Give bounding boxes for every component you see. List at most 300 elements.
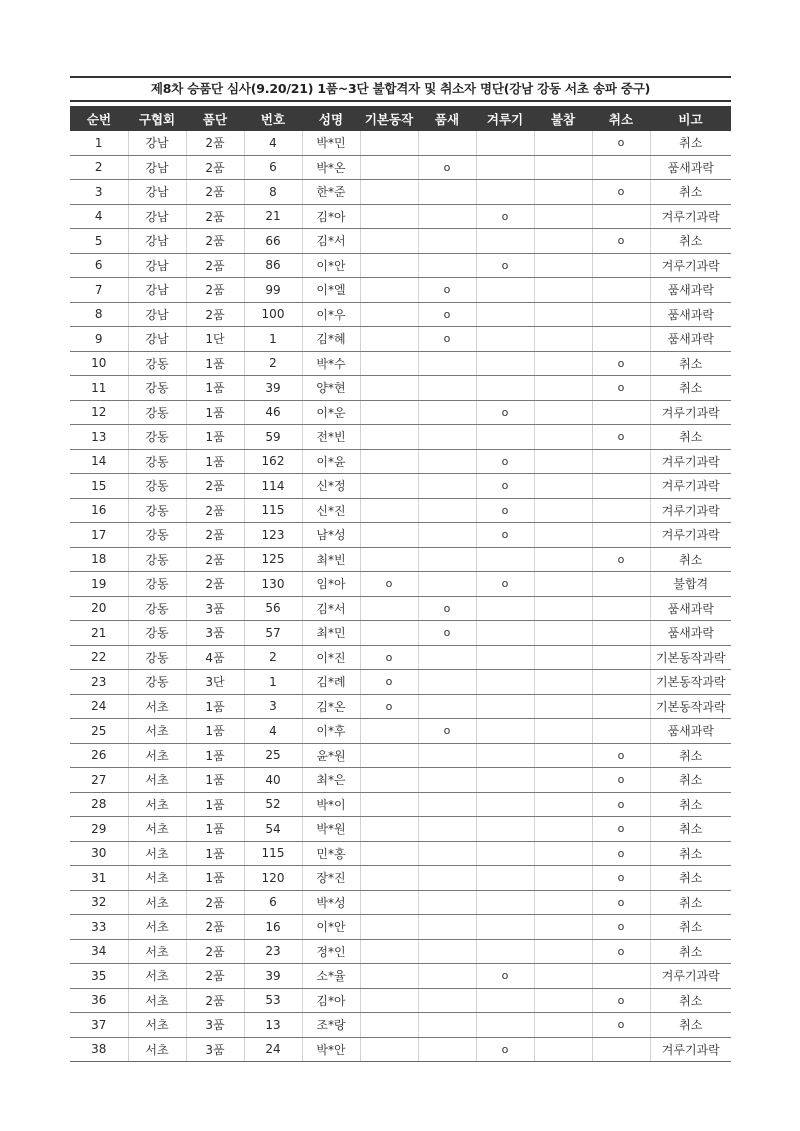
cell-exam-number: 53 <box>244 988 302 1013</box>
cell-poomsae-mark <box>418 694 476 719</box>
cell-remarks: 취소 <box>650 425 731 450</box>
cell-association: 강동 <box>128 670 186 695</box>
cell-cancel-mark <box>592 670 650 695</box>
cell-absent-mark <box>534 572 592 597</box>
cell-cancel-mark <box>592 253 650 278</box>
cell-row-number: 31 <box>70 866 128 891</box>
cell-basic-mark <box>360 743 418 768</box>
cell-absent-mark <box>534 302 592 327</box>
cell-remarks: 취소 <box>650 180 731 205</box>
column-header-association: 구협회 <box>128 106 186 131</box>
table-row <box>70 1013 731 1038</box>
cell-association: 강동 <box>128 572 186 597</box>
cell-sparring-mark <box>476 596 534 621</box>
cell-cancel-mark <box>592 596 650 621</box>
cell-sparring-mark <box>476 939 534 964</box>
cell-remarks: 불합격 <box>650 572 731 597</box>
column-header-basic: 기본동작 <box>360 106 418 131</box>
cell-absent-mark <box>534 743 592 768</box>
cell-exam-number: 86 <box>244 253 302 278</box>
cell-row-number: 30 <box>70 841 128 866</box>
cell-basic-mark: o <box>360 694 418 719</box>
cell-absent-mark <box>534 890 592 915</box>
cell-basic-mark <box>360 792 418 817</box>
cell-name: 전*빈 <box>302 425 360 450</box>
cell-absent-mark <box>534 1013 592 1038</box>
cell-exam-number: 125 <box>244 547 302 572</box>
cell-remarks: 취소 <box>650 547 731 572</box>
cell-association: 서초 <box>128 964 186 989</box>
cell-name: 이*우 <box>302 302 360 327</box>
cell-poomsae-mark <box>418 351 476 376</box>
cell-name: 김*례 <box>302 670 360 695</box>
cell-name: 장*진 <box>302 866 360 891</box>
cell-remarks: 취소 <box>650 376 731 401</box>
cell-basic-mark <box>360 229 418 254</box>
cell-rank: 2품 <box>186 988 244 1013</box>
cell-rank: 1품 <box>186 817 244 842</box>
table-row <box>70 719 731 744</box>
cell-basic-mark <box>360 425 418 450</box>
cell-name: 한*준 <box>302 180 360 205</box>
cell-association: 강동 <box>128 645 186 670</box>
cell-name: 박*성 <box>302 890 360 915</box>
cell-rank: 2품 <box>186 204 244 229</box>
cell-association: 서초 <box>128 988 186 1013</box>
cell-poomsae-mark <box>418 400 476 425</box>
cell-row-number: 7 <box>70 278 128 303</box>
cell-sparring-mark <box>476 425 534 450</box>
cell-exam-number: 100 <box>244 302 302 327</box>
cell-sparring-mark <box>476 180 534 205</box>
cell-rank: 1품 <box>186 376 244 401</box>
cell-name: 박*수 <box>302 351 360 376</box>
cell-remarks: 겨루기과락 <box>650 1037 731 1062</box>
cell-remarks: 겨루기과락 <box>650 449 731 474</box>
cell-exam-number: 115 <box>244 498 302 523</box>
cell-row-number: 29 <box>70 817 128 842</box>
cell-rank: 1품 <box>186 792 244 817</box>
cell-association: 서초 <box>128 719 186 744</box>
cell-rank: 1품 <box>186 768 244 793</box>
cell-rank: 1품 <box>186 694 244 719</box>
cell-row-number: 25 <box>70 719 128 744</box>
cell-row-number: 8 <box>70 302 128 327</box>
cell-rank: 4품 <box>186 645 244 670</box>
cell-row-number: 15 <box>70 474 128 499</box>
cell-row-number: 10 <box>70 351 128 376</box>
cell-basic-mark <box>360 596 418 621</box>
cell-remarks: 품새과락 <box>650 596 731 621</box>
cell-basic-mark <box>360 253 418 278</box>
cell-absent-mark <box>534 131 592 155</box>
cell-cancel-mark <box>592 278 650 303</box>
cell-sparring-mark <box>476 915 534 940</box>
cell-cancel-mark <box>592 572 650 597</box>
cell-association: 강동 <box>128 596 186 621</box>
cell-row-number: 9 <box>70 327 128 352</box>
cell-rank: 2품 <box>186 572 244 597</box>
cell-poomsae-mark <box>418 572 476 597</box>
cell-rank: 3품 <box>186 596 244 621</box>
cell-basic-mark <box>360 498 418 523</box>
cell-absent-mark <box>534 1037 592 1062</box>
cell-basic-mark <box>360 400 418 425</box>
cell-name: 이*안 <box>302 915 360 940</box>
cell-poomsae-mark <box>418 229 476 254</box>
cell-exam-number: 66 <box>244 229 302 254</box>
cell-cancel-mark: o <box>592 131 650 155</box>
cell-association: 강동 <box>128 621 186 646</box>
cell-basic-mark <box>360 327 418 352</box>
cell-remarks: 품새과락 <box>650 155 731 180</box>
table-row <box>70 890 731 915</box>
cell-remarks: 취소 <box>650 792 731 817</box>
cell-poomsae-mark <box>418 866 476 891</box>
cell-association: 강동 <box>128 523 186 548</box>
cell-basic-mark <box>360 841 418 866</box>
cell-exam-number: 114 <box>244 474 302 499</box>
cell-basic-mark <box>360 155 418 180</box>
cell-sparring-mark <box>476 670 534 695</box>
cell-absent-mark <box>534 400 592 425</box>
cell-rank: 2품 <box>186 915 244 940</box>
cell-absent-mark <box>534 474 592 499</box>
cell-exam-number: 130 <box>244 572 302 597</box>
cell-cancel-mark: o <box>592 351 650 376</box>
table-row <box>70 425 731 450</box>
cell-cancel-mark: o <box>592 180 650 205</box>
cell-rank: 1품 <box>186 866 244 891</box>
table-row <box>70 474 731 499</box>
cell-absent-mark <box>534 253 592 278</box>
cell-absent-mark <box>534 351 592 376</box>
table-row <box>70 743 731 768</box>
cell-association: 강남 <box>128 253 186 278</box>
cell-absent-mark <box>534 964 592 989</box>
cell-sparring-mark: o <box>476 498 534 523</box>
table-row <box>70 376 731 401</box>
cell-rank: 2품 <box>186 180 244 205</box>
cell-sparring-mark <box>476 327 534 352</box>
cell-poomsae-mark <box>418 670 476 695</box>
cell-exam-number: 25 <box>244 743 302 768</box>
cell-basic-mark <box>360 449 418 474</box>
cell-rank: 2품 <box>186 155 244 180</box>
cell-name: 남*성 <box>302 523 360 548</box>
cell-rank: 2품 <box>186 474 244 499</box>
cell-absent-mark <box>534 719 592 744</box>
cell-remarks: 취소 <box>650 1013 731 1038</box>
cell-rank: 1품 <box>186 351 244 376</box>
cell-basic-mark <box>360 474 418 499</box>
table-row <box>70 596 731 621</box>
cell-sparring-mark: o <box>476 204 534 229</box>
cell-sparring-mark <box>476 351 534 376</box>
cell-exam-number: 57 <box>244 621 302 646</box>
cell-cancel-mark <box>592 327 650 352</box>
cell-cancel-mark <box>592 155 650 180</box>
cell-poomsae-mark <box>418 425 476 450</box>
cell-sparring-mark <box>476 621 534 646</box>
column-header-rank: 품단 <box>186 106 244 131</box>
cell-absent-mark <box>534 768 592 793</box>
cell-name: 김*아 <box>302 988 360 1013</box>
cell-sparring-mark <box>476 694 534 719</box>
cell-rank: 1품 <box>186 449 244 474</box>
cell-association: 서초 <box>128 890 186 915</box>
cell-association: 서초 <box>128 743 186 768</box>
cell-cancel-mark <box>592 204 650 229</box>
cell-row-number: 6 <box>70 253 128 278</box>
document-page <box>70 76 731 1062</box>
cell-row-number: 2 <box>70 155 128 180</box>
column-header-name: 성명 <box>302 106 360 131</box>
table-row <box>70 302 731 327</box>
cell-exam-number: 6 <box>244 155 302 180</box>
cell-exam-number: 1 <box>244 327 302 352</box>
cell-association: 서초 <box>128 817 186 842</box>
cell-row-number: 1 <box>70 131 128 155</box>
cell-row-number: 24 <box>70 694 128 719</box>
cell-remarks: 취소 <box>650 131 731 155</box>
cell-remarks: 취소 <box>650 890 731 915</box>
cell-basic-mark <box>360 866 418 891</box>
cell-sparring-mark <box>476 890 534 915</box>
table-row <box>70 670 731 695</box>
cell-sparring-mark <box>476 1013 534 1038</box>
cell-name: 신*정 <box>302 474 360 499</box>
cell-poomsae-mark <box>418 645 476 670</box>
cell-association: 서초 <box>128 841 186 866</box>
cell-association: 강동 <box>128 376 186 401</box>
cell-basic-mark <box>360 719 418 744</box>
cell-absent-mark <box>534 670 592 695</box>
cell-row-number: 34 <box>70 939 128 964</box>
column-header-no: 순번 <box>70 106 128 131</box>
cell-sparring-mark <box>476 792 534 817</box>
table-row <box>70 939 731 964</box>
cell-rank: 1품 <box>186 400 244 425</box>
cell-sparring-mark <box>476 841 534 866</box>
cell-name: 이*진 <box>302 645 360 670</box>
cell-name: 이*안 <box>302 253 360 278</box>
cell-rank: 3품 <box>186 1013 244 1038</box>
cell-sparring-mark <box>476 645 534 670</box>
cell-row-number: 20 <box>70 596 128 621</box>
cell-basic-mark <box>360 376 418 401</box>
cell-cancel-mark: o <box>592 547 650 572</box>
cell-row-number: 17 <box>70 523 128 548</box>
table-row <box>70 131 731 155</box>
column-header-remarks: 비고 <box>650 106 731 131</box>
cell-absent-mark <box>534 817 592 842</box>
cell-cancel-mark <box>592 964 650 989</box>
cell-cancel-mark <box>592 1037 650 1062</box>
cell-remarks: 취소 <box>650 988 731 1013</box>
cell-row-number: 32 <box>70 890 128 915</box>
cell-poomsae-mark: o <box>418 302 476 327</box>
cell-cancel-mark <box>592 498 650 523</box>
cell-sparring-mark: o <box>476 964 534 989</box>
cell-cancel-mark: o <box>592 817 650 842</box>
cell-cancel-mark <box>592 523 650 548</box>
column-header-absent: 불참 <box>534 106 592 131</box>
cell-poomsae-mark <box>418 547 476 572</box>
cell-basic-mark <box>360 523 418 548</box>
cell-basic-mark <box>360 351 418 376</box>
cell-rank: 1품 <box>186 841 244 866</box>
cell-association: 서초 <box>128 1013 186 1038</box>
cell-cancel-mark <box>592 474 650 499</box>
cell-rank: 2품 <box>186 890 244 915</box>
cell-poomsae-mark <box>418 253 476 278</box>
table-row <box>70 449 731 474</box>
cell-cancel-mark: o <box>592 792 650 817</box>
cell-cancel-mark: o <box>592 1013 650 1038</box>
cell-basic-mark <box>360 890 418 915</box>
cell-name: 정*인 <box>302 939 360 964</box>
cell-name: 최*은 <box>302 768 360 793</box>
cell-remarks: 취소 <box>650 866 731 891</box>
cell-rank: 2품 <box>186 547 244 572</box>
cell-sparring-mark: o <box>476 572 534 597</box>
cell-exam-number: 162 <box>244 449 302 474</box>
column-header-poomsae: 품새 <box>418 106 476 131</box>
cell-exam-number: 39 <box>244 964 302 989</box>
cell-remarks: 취소 <box>650 768 731 793</box>
table-row <box>70 866 731 891</box>
cell-name: 박*안 <box>302 1037 360 1062</box>
cell-cancel-mark: o <box>592 425 650 450</box>
cell-row-number: 28 <box>70 792 128 817</box>
cell-rank: 2품 <box>186 302 244 327</box>
cell-rank: 2품 <box>186 964 244 989</box>
cell-poomsae-mark <box>418 890 476 915</box>
cell-absent-mark <box>534 645 592 670</box>
table-row <box>70 155 731 180</box>
cell-row-number: 4 <box>70 204 128 229</box>
cell-absent-mark <box>534 841 592 866</box>
cell-association: 서초 <box>128 694 186 719</box>
cell-row-number: 37 <box>70 1013 128 1038</box>
cell-name: 박*민 <box>302 131 360 155</box>
cell-row-number: 27 <box>70 768 128 793</box>
cell-absent-mark <box>534 376 592 401</box>
cell-rank: 2품 <box>186 253 244 278</box>
cell-absent-mark <box>534 792 592 817</box>
cell-name: 신*진 <box>302 498 360 523</box>
cell-cancel-mark <box>592 694 650 719</box>
cell-row-number: 38 <box>70 1037 128 1062</box>
cell-basic-mark <box>360 621 418 646</box>
cell-remarks: 기본동작과락 <box>650 645 731 670</box>
cell-poomsae-mark: o <box>418 621 476 646</box>
cell-poomsae-mark: o <box>418 155 476 180</box>
cell-remarks: 취소 <box>650 229 731 254</box>
cell-row-number: 35 <box>70 964 128 989</box>
cell-remarks: 품새과락 <box>650 621 731 646</box>
cell-remarks: 취소 <box>650 915 731 940</box>
cell-poomsae-mark <box>418 988 476 1013</box>
cell-sparring-mark <box>476 988 534 1013</box>
table-row <box>70 204 731 229</box>
cell-absent-mark <box>534 939 592 964</box>
cell-association: 강동 <box>128 425 186 450</box>
cell-poomsae-mark: o <box>418 596 476 621</box>
cell-cancel-mark: o <box>592 988 650 1013</box>
cell-sparring-mark <box>476 768 534 793</box>
cell-name: 김*온 <box>302 694 360 719</box>
cell-remarks: 취소 <box>650 743 731 768</box>
cell-poomsae-mark <box>418 180 476 205</box>
cell-remarks: 품새과락 <box>650 278 731 303</box>
cell-association: 강동 <box>128 449 186 474</box>
document-title: 제8차 승품단 심사(9.20/21) 1품~3단 불합격자 및 취소자 명단(강남 강동 서초 송파 중구) <box>150 81 651 96</box>
cell-absent-mark <box>534 547 592 572</box>
cell-remarks: 겨루기과락 <box>650 253 731 278</box>
cell-exam-number: 56 <box>244 596 302 621</box>
cell-exam-number: 2 <box>244 351 302 376</box>
cell-name: 이*후 <box>302 719 360 744</box>
cell-rank: 2품 <box>186 498 244 523</box>
cell-poomsae-mark <box>418 817 476 842</box>
cell-remarks: 품새과락 <box>650 327 731 352</box>
cell-basic-mark <box>360 302 418 327</box>
cell-sparring-mark: o <box>476 1037 534 1062</box>
table-row <box>70 180 731 205</box>
cell-exam-number: 54 <box>244 817 302 842</box>
cell-cancel-mark: o <box>592 743 650 768</box>
cell-remarks: 겨루기과락 <box>650 964 731 989</box>
cell-association: 강동 <box>128 547 186 572</box>
cell-cancel-mark: o <box>592 866 650 891</box>
cell-absent-mark <box>534 425 592 450</box>
cell-poomsae-mark: o <box>418 278 476 303</box>
table-row <box>70 351 731 376</box>
cell-sparring-mark <box>476 229 534 254</box>
cell-association: 서초 <box>128 939 186 964</box>
cell-name: 임*아 <box>302 572 360 597</box>
cell-association: 서초 <box>128 792 186 817</box>
cell-association: 강남 <box>128 180 186 205</box>
cell-cancel-mark: o <box>592 841 650 866</box>
cell-exam-number: 23 <box>244 939 302 964</box>
cell-basic-mark: o <box>360 572 418 597</box>
cell-association: 강동 <box>128 351 186 376</box>
cell-exam-number: 120 <box>244 866 302 891</box>
cell-poomsae-mark <box>418 204 476 229</box>
table-row <box>70 1037 731 1062</box>
cell-row-number: 3 <box>70 180 128 205</box>
table-row <box>70 400 731 425</box>
table-row <box>70 964 731 989</box>
cell-name: 김*서 <box>302 596 360 621</box>
cell-row-number: 5 <box>70 229 128 254</box>
cell-poomsae-mark <box>418 1037 476 1062</box>
cell-row-number: 14 <box>70 449 128 474</box>
cell-basic-mark <box>360 939 418 964</box>
cell-exam-number: 46 <box>244 400 302 425</box>
cell-poomsae-mark: o <box>418 719 476 744</box>
cell-basic-mark <box>360 180 418 205</box>
cell-poomsae-mark <box>418 523 476 548</box>
cell-sparring-mark: o <box>476 474 534 499</box>
cell-rank: 2품 <box>186 278 244 303</box>
cell-absent-mark <box>534 621 592 646</box>
cell-name: 김*아 <box>302 204 360 229</box>
cell-name: 양*현 <box>302 376 360 401</box>
